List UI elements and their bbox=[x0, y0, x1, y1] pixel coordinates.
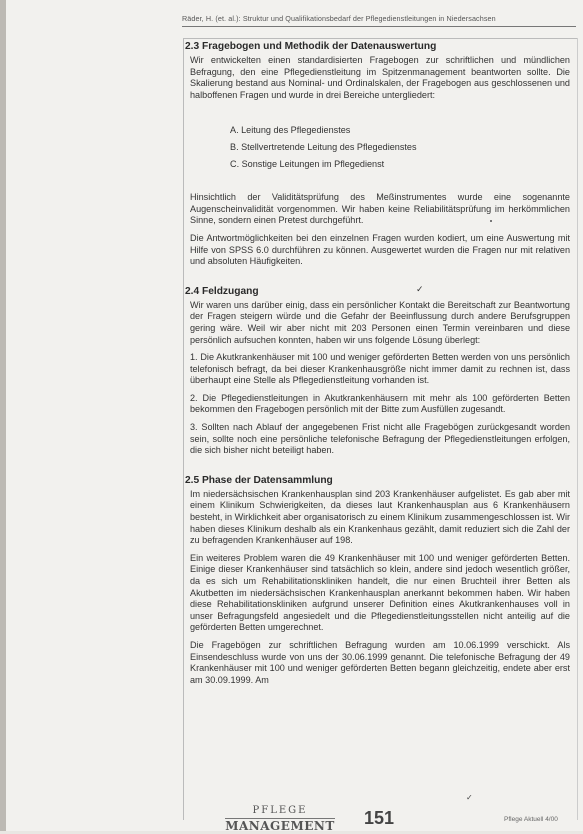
handwritten-mark: ✓ bbox=[466, 793, 473, 802]
list-item: B. Stellvertretende Leitung des Pflegedienstes bbox=[230, 141, 417, 152]
paragraph: Wir waren uns darüber einig, dass ein persönlicher Kontakt die Bereitschaft zur Beantwortung der Fragen steigern würde und die Gefahr der Beeinflussung durch andere Berufsgruppen gering wäre. Weil wir aber nicht mit 203 Personen einen Termin vereinbaren und diese persönlich aufsuchen konnten, haben wir uns folgende Lösung überlegt: bbox=[190, 299, 570, 345]
paragraph: 3. Sollten nach Ablauf der angegebenen Frist nicht alle Fragebögen zurückgesandt worden sein, sollte noch eine persönliche telefonische Befragung der Pflegedienstleitungen erfolgen, die sich bisher nicht beteiligt haben. bbox=[190, 422, 570, 456]
magazine-logo bbox=[220, 806, 340, 834]
frame-right-line bbox=[577, 38, 578, 820]
page-number: 151 bbox=[364, 808, 395, 828]
section-fragebogen bbox=[185, 41, 570, 268]
section-heading: 2.5 Phase der Datensammlung bbox=[185, 474, 333, 486]
section-feldzugang bbox=[185, 285, 570, 457]
paragraph: Die Fragebögen zur schriftlichen Befragung wurden am 10.06.1999 verschickt. Als Einsendeschluss wurde von uns der 30.06.1999 genannt. Die telefonische Befragung der 49 Krankenhäuser mit 100 und weniger geförderten Betten begann gleichzeitig, endete aber erst am 30.09.1999. Am bbox=[190, 639, 570, 685]
paragraph: Wir entwickelten einen standardisierten Fragebogen zur schriftlichen und mündlichen Befragung, den eine Pflegedienstleitung im Spitzenmanagement beantworten sollte. Die Skalierung bestand aus Nominal- und Ordinalskalen, der Fragebogen aus geschlossenen und halboffenen Fragen und wurde in drei Bereiche untergliedert: bbox=[190, 55, 570, 100]
main-text bbox=[185, 38, 570, 692]
section-heading: 2.3 Fragebogen und Methodik der Datenauswertung bbox=[185, 41, 437, 52]
handwritten-mark: ✓ bbox=[416, 284, 424, 294]
scan-speck bbox=[490, 220, 492, 222]
frame-left-line bbox=[183, 38, 184, 820]
issue-label: Pflege Aktuell 4/00 bbox=[504, 816, 558, 823]
logo-line-2: MANAGEMENT bbox=[225, 819, 335, 833]
document-page bbox=[6, 0, 583, 831]
header-rule bbox=[182, 26, 576, 27]
paragraph: Hinsichtlich der Validitätsprüfung des Meßinstrumentes wurde eine sogenannte Augenscheinvalidität vorgenommen. Wir haben keine Reliabilitätsprüfung im herkömmlichen Sinne, sondern einen Pretest durchgeführt. bbox=[190, 192, 570, 226]
category-list bbox=[230, 125, 570, 170]
section-heading: 2.4 Feldzugang bbox=[185, 285, 259, 297]
logo-line-1: PFLEGE bbox=[252, 805, 308, 816]
paragraph: 1. Die Akutkrankenhäuser mit 100 und weniger geförderten Betten werden von uns persönlich telefonisch befragt, da bei dieser Krankenhausgröße nicht immer damit zu rechnen ist, dass überhaupt eine Stelle als Pflegedienstleitung vorhanden ist. bbox=[190, 352, 570, 386]
running-head: Räder, H. (et. al.): Struktur und Qualifikationsbedarf der Pflegedienstleitungen in Niedersachsen bbox=[182, 14, 496, 23]
section-datensammlung bbox=[185, 474, 570, 687]
list-item: C. Sonstige Leitungen im Pflegedienst bbox=[230, 158, 385, 169]
paragraph: 2. Die Pflegedienstleitungen in Akutkrankenhäusern mit mehr als 100 geförderten Betten bekommen den Fragebogen persönlich mit der Bitte zum Ausfüllen zugesandt. bbox=[190, 392, 570, 415]
paragraph: Die Antwortmöglichkeiten bei den einzelnen Fragen wurden kodiert, um eine Auswertung mit Hilfe von SPSS 6.0 durchführen zu können. Ausgewertet wurden die Fragen nur mit relativen und absoluten Häufigkeiten. bbox=[190, 232, 570, 267]
list-item: A. Leitung des Pflegedienstes bbox=[230, 125, 351, 136]
paragraph: Ein weiteres Problem waren die 49 Krankenhäuser mit 100 und weniger geförderten Betten. Einige dieser Krankenhäuser sind tatsächlich so klein, andere sind jedoch wesentlich größer, da es sich um Rehabilitationskliniken handelt, die nur einen Bruchteil ihrer Betten als Akutbetten im niedersächsischen Krankenhausplan anerkannt bekommen haben. Wir haben diese Rehabilitationskliniken aufgrund unserer Definition eines Akutkrankenhauses voll in unser Befragungsfeld angesiedelt und die Pflegedienstleitungsstellen nicht anteilig auf die geförderten Betten umgerechnet. bbox=[190, 552, 570, 633]
paragraph: Im niedersächsischen Krankenhausplan sind 203 Krankenhäuser aufgelistet. Es gab aber mit einem Klinikum Schwierigkeiten, da dieses laut Krankenhausplan aus 6 Krankenhäusern besteht, in Wirklichkeit aber organisatorisch zu einem Klinikum zusammengeschlossen ist. Wir haben dieses Klinikum deshalb als ein Krankenhaus gezählt, damit reduziert sich die Zahl der zu befragenden Krankenhäuser auf 198. bbox=[190, 488, 570, 546]
